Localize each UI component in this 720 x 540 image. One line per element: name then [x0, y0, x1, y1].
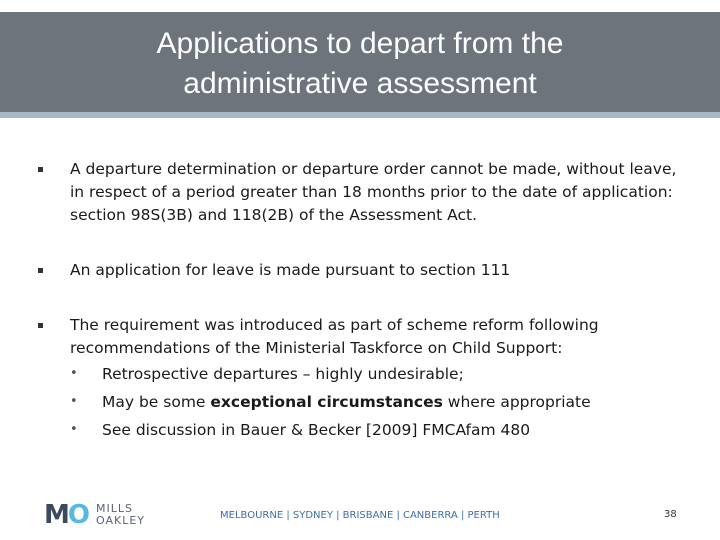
- sub-bullet-text: Retrospective departures – highly undesirable;: [102, 365, 464, 383]
- slide-body: [38, 158, 678, 444]
- slide-title-line-1: Applications to depart from the: [156, 27, 564, 60]
- square-bullet-icon: [38, 268, 43, 273]
- round-bullet-icon: •: [70, 394, 78, 409]
- bullet-text: A departure determination or departure order cannot be made, without leave, in respect of a period greater than 18 months prior to the date of application: section 98S(3B) and 118(2B) of the Assessment Act.: [70, 160, 677, 224]
- sub-bullet-text-end: where appropriate: [442, 393, 591, 411]
- round-bullet-icon: •: [70, 366, 78, 381]
- square-bullet-icon: [38, 323, 43, 328]
- sub-bullet-text-start: May be some: [102, 393, 211, 411]
- square-bullet-icon: [38, 167, 43, 172]
- company-logo: [44, 500, 145, 530]
- logo-wordmark: [96, 503, 145, 527]
- logo-mark-m: M: [44, 500, 68, 530]
- sub-bullet-item: [70, 416, 678, 444]
- round-bullet-icon: •: [70, 422, 78, 437]
- title-bar-accent-line: [0, 112, 720, 118]
- logo-line-2: OAKLEY: [95, 514, 145, 527]
- bullet-item: [38, 158, 678, 227]
- logo-mark-o: O: [67, 500, 88, 530]
- slide-title: [0, 24, 720, 104]
- bullet-text: An application for leave is made pursuant to section 111: [70, 261, 511, 279]
- bullet-item: [38, 314, 678, 360]
- slide-title-line-2: administrative assessment: [183, 67, 537, 100]
- sub-bullet-item: [70, 360, 678, 388]
- sub-bullet-item: [70, 388, 678, 416]
- footer-office-locations: MELBOURNE | SYDNEY | BRISBANE | CANBERRA | PERTH: [220, 510, 500, 521]
- logo-line-1: MILLS: [95, 502, 133, 515]
- page-number: 38: [664, 509, 677, 520]
- bullet-item: [38, 259, 678, 282]
- logo-mark: [44, 500, 88, 530]
- sub-bullet-text: See discussion in Bauer & Becker [2009] FMCAfam 480: [102, 421, 531, 439]
- sub-bullet-emphasis: exceptional circumstances: [210, 393, 443, 411]
- bullet-text: The requirement was introduced as part of scheme reform following recommendations of the Ministerial Taskforce on Child Support:: [70, 316, 599, 357]
